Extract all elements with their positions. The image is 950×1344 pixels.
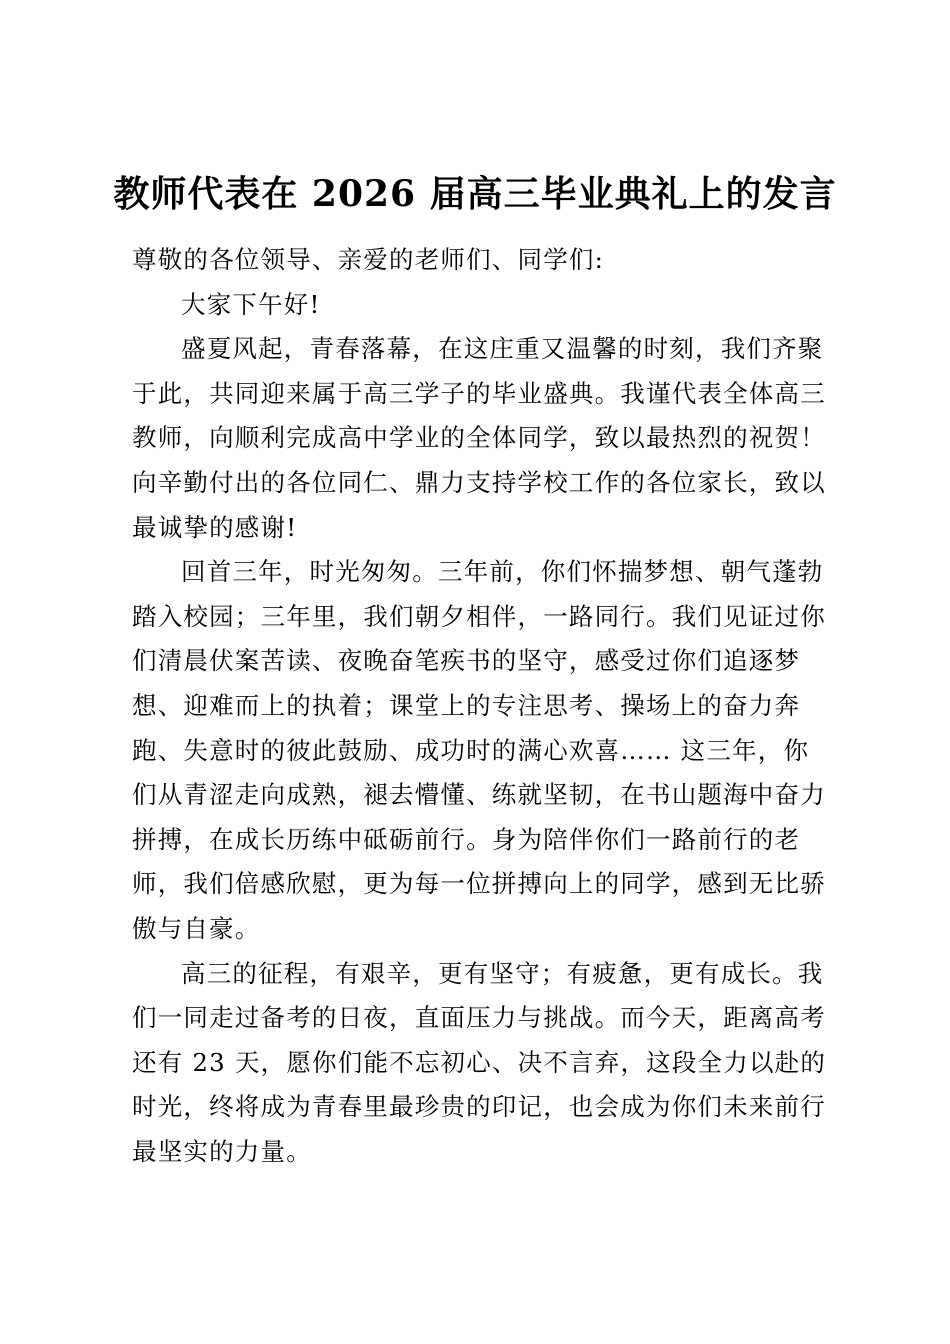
document-body [132,238,832,1174]
greeting: 大家下午好! [181,289,321,319]
paragraph-3: 高三的征程，有艰辛，更有坚守；有疲惫，更有成长。我们一同走过备考的日夜，直面压力与挑战。而今天，距离高考还有 23 天，愿你们能不忘初心、决不言弃，这段全力以赴的时光，终将成为青春里最珍贵的印记，也会成为你们未来前行最坚实的力量。 [132,958,827,1166]
paragraph-2: 回首三年，时光匆匆。三年前，你们怀揣梦想、朝气蓬勃踏入校园；三年里，我们朝夕相伴，一路同行。我们见证过你们清晨伏案苦读、夜晚奋笔疾书的坚守，感受过你们追逐梦想、迎难而上的执着；课堂上的专注思考、操场上的奋力奔跑、失意时的彼此鼓励、成功时的满心欢喜…… 这三年，你们从青涩走向成熟，褪去懵懂、练就坚韧，在书山题海中奋力拼搏，在成长历练中砥砺前行。身为陪伴你们一路前行的老师，我们倍感欣慰，更为每一位拼搏向上的同学，感到无比骄傲与自豪。 [132,557,826,943]
salutation: 尊敬的各位领导、亲爱的老师们、同学们: [132,245,605,274]
document-title: 教师代表在 2026 届高三毕业典礼上的发言 [113,173,837,215]
paragraph-1: 盛夏风起，青春落幕，在这庄重又温馨的时刻，我们齐聚于此，共同迎来属于高三学子的毕业盛典。我谨代表全体高三教师，向顺利完成高中学业的全体同学，致以最热烈的祝贺！向辛勤付出的各位同仁、鼎力支持学校工作的各位家长，致以最诚挚的感谢! [132,334,826,542]
